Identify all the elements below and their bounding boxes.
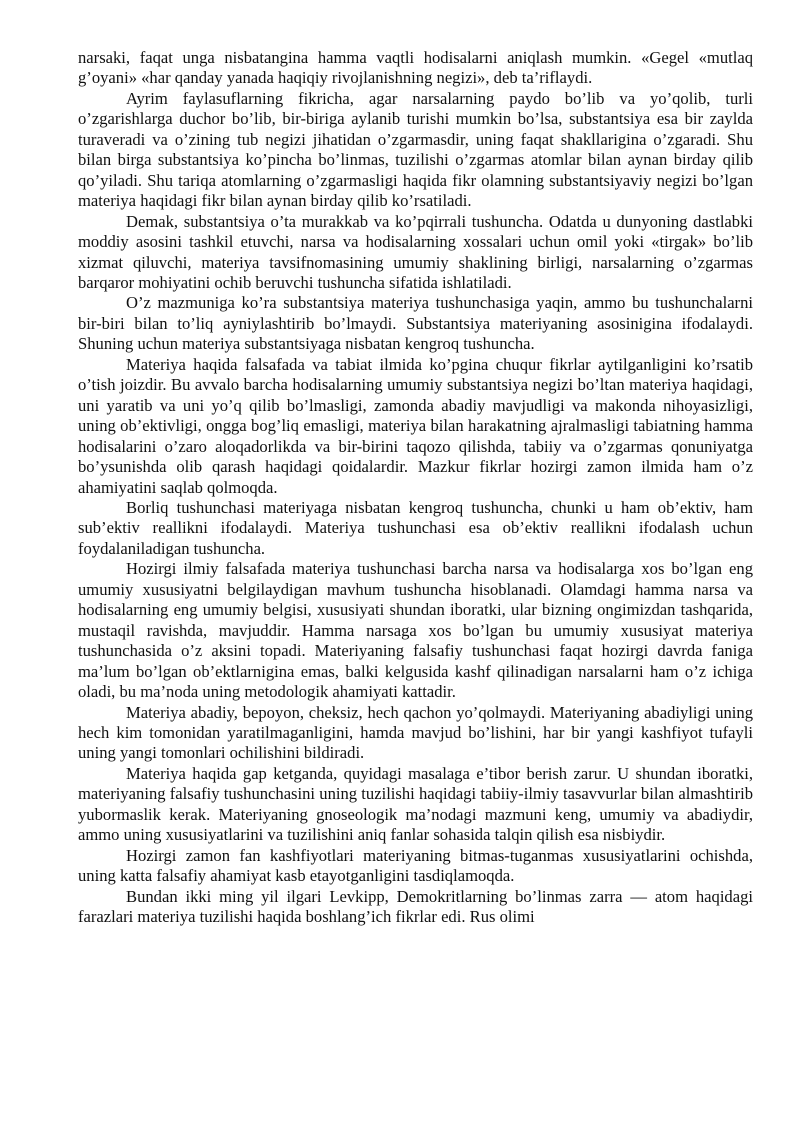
paragraph: Ayrim faylasuflarning fikricha, agar narsalarning paydo bo’lib va yo’qolib, turli o’zgarishlarga duchor bo’lib, bir-biriga aylanib turishi mumkin bo’lsa, substantsiya esa bir zaylda turaveradi va o’zining tub negizi jihatidan o’zgarmasdir, uning faqat shakllarigina o’zgaradi. Shu bilan birga substantsiya ko’pincha bo’linmas, tuzilishi o’zgarmas atomlar bilan aynan birday qilib qo’yiladi. Shu tariqa atomlarning o’zgarmasligi haqida fikr olamning substantsiyaviy negizi bo’lgan materiya haqidagi fikr bilan aynan birday qilib ko’rsatiladi. [78, 88, 753, 211]
paragraph: Bundan ikki ming yil ilgari Levkipp, Demokritlarning bo’linmas zarra — atom haqidagi farazlari materiya tuzilishi haqida boshlang’ich fikrlar edi. Rus olimi [78, 886, 753, 927]
paragraph: Materiya haqida gap ketganda, quyidagi masalaga e’tibor berish zarur. U shundan iboratki, materiyaning falsafiy tushunchasini uning tuzilishi haqidagi tabiiy-ilmiy tasavvurlar bilan almashtirib yubormaslik kerak. Materiyaning gnoseologik ma’nodagi mazmuni keng, umumiy va abadiydir, ammo uning xususiyatlarini va tuzilishini aniq fanlar sohasida talqin qilish esa nisbiydir. [78, 763, 753, 845]
paragraph: narsaki, faqat unga nisbatangina hamma vaqtli hodisalarni aniqlash mumkin. «Gegel «mutlaq g’oyani» «har qanday yanada haqiqiy rivojlanishning negizi», deb ta’riflaydi. [78, 48, 753, 88]
document-page [78, 48, 753, 927]
paragraph: Materiya abadiy, bepoyon, cheksiz, hech qachon yo’qolmaydi. Materiyaning abadiyligi uning hech kim tomonidan yaratilmaganligini, hamda mavjud bo’lishini, har bir yangi kashfiyot tufayli uning yangi tomonlari ochilishini bildiradi. [78, 702, 753, 763]
paragraph: Borliq tushunchasi materiyaga nisbatan kengroq tushuncha, chunki u ham ob’ektiv, ham sub’ektiv reallikni ifodalaydi. Materiya tushunchasi esa ob’ektiv reallikni ifodalash uchun foydalaniladigan tushuncha. [78, 497, 753, 558]
paragraph: Demak, substantsiya o’ta murakkab va ko’pqirrali tushuncha. Odatda u dunyoning dastlabki moddiy asosini tashkil etuvchi, narsa va hodisalarning xossalari uchun omil yoki «tirgak» bo’lib xizmat qiluvchi, materiya tavsifnomasining umumiy shaklining birligi, narsalarning o’zgarmas barqaror mohiyatini ochib beruvchi tushuncha sifatida ishlatiladi. [78, 211, 753, 292]
paragraph: Hozirgi ilmiy falsafada materiya tushunchasi barcha narsa va hodisalarga xos bo’lgan eng umumiy xususiyatni belgilaydigan mavhum tushuncha hisoblanadi. Olamdagi hamma narsa va hodisalarning eng umumiy belgisi, xususiyati shundan iboratki, ular bizning ongimizdan tashqarida, mustaqil ravishda, mavjuddir. Hamma narsaga xos bo’lgan bu umumiy xususiyat materiya tushunchasida o’z aksini topadi. Materiyaning falsafiy tushunchasi faqat hozirgi davrda faniga ma’lum bo’lgan ob’ektlarnigina emas, balki kelgusida kashf qilinadigan narsalarni ham o’z ichiga oladi, bu ma’noda uning metodologik ahamiyati kattadir. [78, 559, 753, 702]
paragraph: O’z mazmuniga ko’ra substantsiya materiya tushunchasiga yaqin, ammo bu tushunchalarni bir-biri bilan to’liq ayniylashtirib bo’lmaydi. Substantsiya materiyaning asosinigina ifodalaydi. Shuning uchun materiya substantsiyaga nisbatan kengroq tushuncha. [78, 293, 753, 354]
paragraph: Hozirgi zamon fan kashfiyotlari materiyaning bitmas-tuganmas xususiyatlarini ochishda, uning katta falsafiy ahamiyat kasb etayotganligini tasdiqlamoqda. [78, 845, 753, 886]
paragraph: Materiya haqida falsafada va tabiat ilmida ko’pgina chuqur fikrlar aytilganligini ko’rsatib o’tish joizdir. Bu avvalo barcha hodisalarning umumiy substantsiya negizi bo’ltan materiya haqidagi, uni yaratib va uni yo’q qilib bo’lmasligi, zamonda abadiy mavjudligi va makonda nihoyasizligi, uning ob’ektivligi, ongga bog’liq emasligi, materiya bilan harakatning ajralmasligi tabiatning hamma hodisalarini o’zaro aloqadorlikda va bir-birini taqozo qilishda, tabiiy va o’zgarmas qonuniyatga bo’ysunishda olib qarash haqidagi qoidalardir. Mazkur fikrlar hozirgi zamon ilmida ham o’z ahamiyatini saqlab qolmoqda. [78, 354, 753, 497]
